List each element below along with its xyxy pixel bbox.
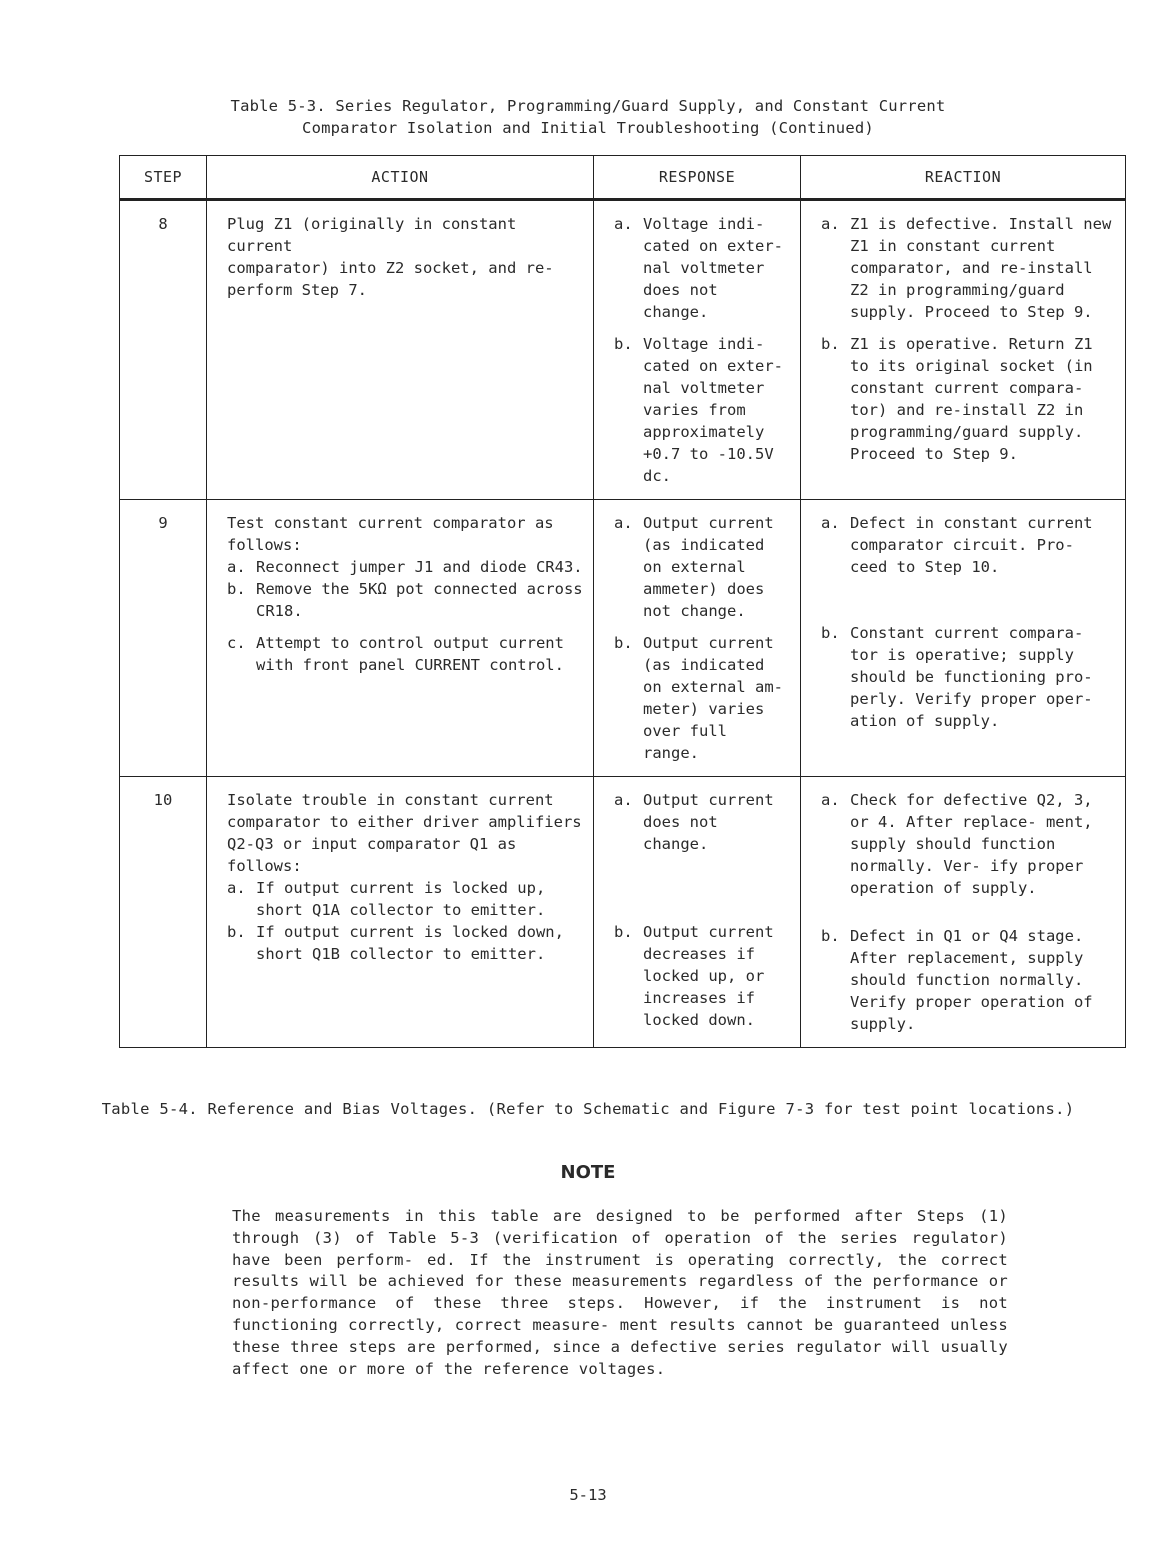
table-5-4-title: Table 5-4. Reference and Bias Voltages. (Refer to Schematic and Figure 7-3 for test point locations.) — [101, 1100, 1075, 1118]
reaction-cell — [801, 200, 1126, 500]
action-intro: Isolate trouble in constant current comparator to either driver amplifiers Q2-Q3 or input comparator Q1 as follows: — [227, 791, 582, 875]
item-text: Reconnect jumper J1 and diode CR43. — [256, 558, 583, 576]
troubleshooting-table-container — [119, 155, 1125, 1048]
item-letter: a. — [227, 879, 246, 897]
table-row — [120, 500, 1126, 777]
note-heading: NOTE — [560, 1162, 616, 1183]
item-letter: b. — [614, 634, 633, 652]
item-text: Remove the 5KΩ pot connected across CR18. — [256, 580, 583, 620]
item-letter: a. — [614, 791, 633, 809]
action-line: Plug Z1 (originally in constant current — [227, 215, 517, 255]
action-subitem — [227, 632, 583, 676]
item-text: Output current (as indicated on external am- meter) varies over full range. — [643, 634, 783, 762]
action-subitem — [227, 921, 583, 965]
response-item — [614, 921, 790, 1031]
table-row — [120, 200, 1126, 500]
table-caption-line-1: Table 5-3. Series Regulator, Programming/Guard Supply, and Constant Current — [230, 97, 946, 115]
reaction-item — [821, 333, 1115, 465]
troubleshooting-table — [119, 155, 1126, 1048]
action-cell — [207, 777, 594, 1048]
response-cell — [594, 777, 801, 1048]
item-text: Output current does not change. — [643, 791, 774, 853]
response-item — [614, 333, 790, 487]
response-cell — [594, 200, 801, 500]
table-caption-line-2: Comparator Isolation and Initial Troubleshooting (Continued) — [302, 119, 874, 137]
item-text: Output current (as indicated on external ammeter) does not change. — [643, 514, 774, 620]
action-subitem — [227, 877, 583, 921]
page-number: 5-13 — [569, 1486, 607, 1504]
reaction-item — [821, 789, 1115, 899]
response-item — [614, 213, 790, 323]
item-text: Z1 is defective. Install new Z1 in constant current comparator, and re-install Z2 in programming/guard supply. Proceed to Step 9. — [850, 215, 1112, 321]
action-cell — [207, 200, 594, 500]
item-text: Z1 is operative. Return Z1 to its original socket (in constant current compara- tor) and re-install Z2 in programming/guard supply. Proceed to Step 9. — [850, 335, 1093, 463]
response-item — [614, 632, 790, 764]
header-action: ACTION — [207, 156, 594, 200]
header-response: RESPONSE — [594, 156, 801, 200]
item-text: If output current is locked down, short Q1B collector to emitter. — [256, 923, 564, 963]
reaction-cell — [801, 500, 1126, 777]
reaction-item — [821, 213, 1115, 323]
item-text: Defect in constant current comparator circuit. Pro- ceed to Step 10. — [850, 514, 1093, 576]
action-cell — [207, 500, 594, 777]
item-letter: b. — [821, 927, 840, 945]
reaction-item — [821, 622, 1115, 732]
response-item — [614, 789, 790, 855]
item-letter: b. — [614, 923, 633, 941]
step-number: 9 — [120, 500, 207, 777]
reaction-cell — [801, 777, 1126, 1048]
action-subitem — [227, 556, 583, 578]
item-letter: b. — [227, 923, 246, 941]
item-text: Constant current compara- tor is operative; supply should be functioning pro- perly. Verify proper oper- ation of supply. — [850, 624, 1093, 730]
item-letter: a. — [821, 791, 840, 809]
item-letter: b. — [821, 624, 840, 642]
table-header-row — [120, 156, 1126, 200]
response-cell — [594, 500, 801, 777]
item-letter: a. — [614, 514, 633, 532]
action-line: perform Step 7. — [227, 281, 367, 299]
reaction-item — [821, 925, 1115, 1035]
action-subitem — [227, 578, 583, 622]
step-number: 8 — [120, 200, 207, 500]
item-text: Defect in Q1 or Q4 stage. After replacement, supply should function normally. Verify proper operation of supply. — [850, 927, 1093, 1033]
item-text: Voltage indi- cated on exter- nal voltmeter varies from approximately +0.7 to -10.5V dc. — [643, 335, 783, 485]
item-letter: a. — [821, 215, 840, 233]
header-reaction: REACTION — [801, 156, 1126, 200]
note-body: The measurements in this table are designed to be performed after Steps (1) through (3) of Table 5-3 (verification of operation of the series regulator) have been perform- ed. If the instrument is operating correctly, the correct results will be achieved for these measurements regardless of the performance or non-performance of these three steps. However, if the instrument is not functioning correctly, correct measure- ment results cannot be guaranteed unless these three steps are performed, since a defective series regulator will usually affect one or more of the reference voltages. — [232, 1207, 1008, 1378]
action-intro: Test constant current comparator as follows: — [227, 514, 554, 554]
header-step: STEP — [120, 156, 207, 200]
item-letter: b. — [614, 335, 633, 353]
item-text: Attempt to control output current with front panel CURRENT control. — [256, 634, 564, 674]
item-letter: b. — [821, 335, 840, 353]
item-letter: b. — [227, 580, 246, 598]
item-text: If output current is locked up, short Q1A collector to emitter. — [256, 879, 546, 919]
item-text: Output current decreases if locked up, or increases if locked down. — [643, 923, 774, 1029]
item-text: Voltage indi- cated on exter- nal voltmeter does not change. — [643, 215, 783, 321]
item-letter: c. — [227, 634, 246, 652]
item-letter: a. — [614, 215, 633, 233]
table-row — [120, 777, 1126, 1048]
action-line: comparator) into Z2 socket, and re- — [227, 259, 554, 277]
item-letter: a. — [227, 558, 246, 576]
item-text: Check for defective Q2, 3, or 4. After replace- ment, supply should function normally. Ver- ify proper operation of supply. — [850, 791, 1093, 897]
reaction-item — [821, 512, 1115, 578]
response-item — [614, 512, 790, 622]
step-number: 10 — [120, 777, 207, 1048]
item-letter: a. — [821, 514, 840, 532]
